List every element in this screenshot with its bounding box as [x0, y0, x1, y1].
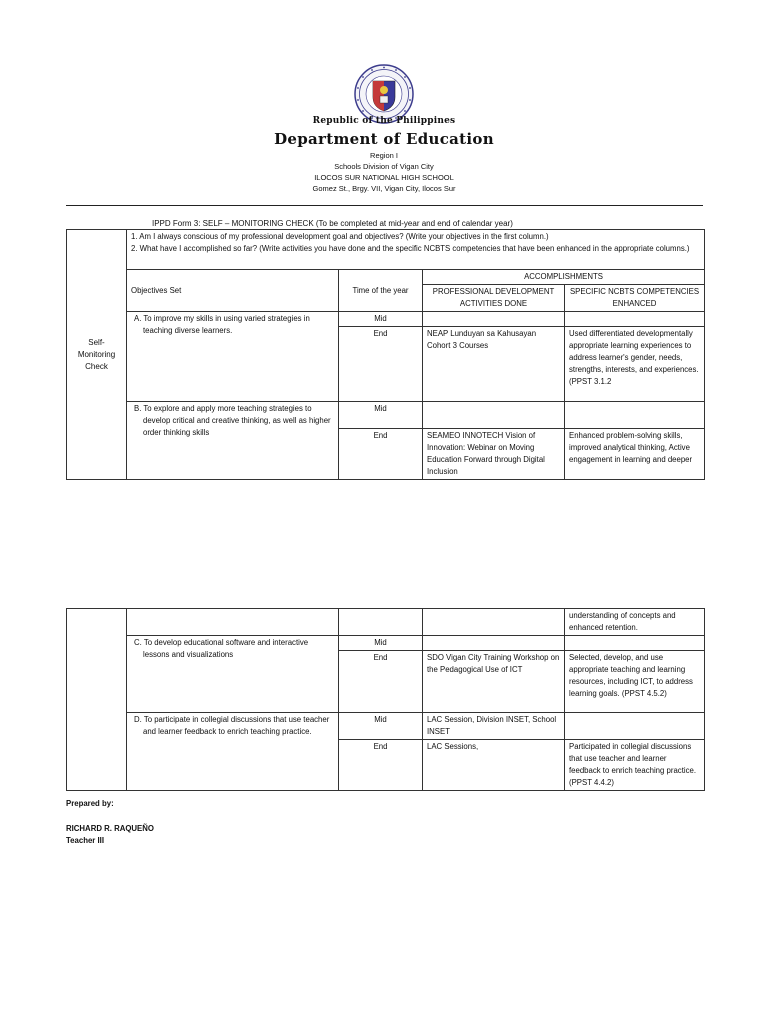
activity-cell: SEAMEO INNOTECH Vision of Innovation: Webinar on Moving Education Forward through Digital Inclusion	[423, 429, 565, 480]
self-monitoring-label: Self-Monitoring Check	[67, 230, 127, 480]
competency-cell	[565, 636, 705, 651]
school-line: ILOCOS SUR NATIONAL HIGH SCHOOL	[314, 173, 454, 182]
republic-heading: Republic of the Philippines	[312, 116, 456, 126]
competency-cell: Participated in collegial discussions that use teacher and learner feedback to enrich teaching practice. (PPST 4.4.2)	[565, 740, 705, 791]
competency-cell	[565, 402, 705, 429]
guide-questions	[127, 230, 705, 270]
activity-cell	[423, 609, 565, 636]
time-end: End	[339, 327, 423, 402]
col-header-objectives: Objectives Set	[127, 270, 339, 312]
competency-cell: understanding of concepts and enhanced retention.	[565, 609, 705, 636]
competency-cell: Selected, develop, and use appropriate teaching and learning resources, including ICT, to address learning goals. (PPST 4.5.2)	[565, 651, 705, 713]
time-end: End	[339, 740, 423, 791]
objective-cell	[127, 609, 339, 636]
activity-cell	[423, 402, 565, 429]
activity-cell: SDO Vigan City Training Workshop on the Pedagogical Use of ICT	[423, 651, 565, 713]
time-end: End	[339, 429, 423, 480]
deped-seal-logo	[354, 64, 414, 124]
preparer-name: RICHARD R. RAQUEÑO	[66, 824, 154, 833]
time-mid: Mid	[339, 402, 423, 429]
region-line: Region I	[370, 151, 398, 160]
competency-cell: Enhanced problem-solving skills, improved analytical thinking, Active engagement in learning and deeper	[565, 429, 705, 480]
time-mid: Mid	[339, 713, 423, 740]
col-header-pd-activities: PROFESSIONAL DEVELOPMENT ACTIVITIES DONE	[423, 285, 565, 312]
competency-cell	[565, 713, 705, 740]
competency-cell	[565, 312, 705, 327]
col-header-time: Time of the year	[339, 270, 423, 312]
activity-cell: LAC Sessions,	[423, 740, 565, 791]
preparer-position: Teacher III	[66, 836, 104, 845]
header-divider	[66, 205, 703, 206]
activity-cell	[423, 636, 565, 651]
objective-b: B. To explore and apply more teaching strategies to develop critical and creative thinking, as well as higher order thinking skills	[127, 402, 339, 480]
prepared-by-label: Prepared by:	[66, 799, 114, 808]
department-heading: Department of Education	[274, 130, 494, 148]
objective-d: D. To participate in collegial discussions that use teacher and learner feedback to enrich teaching practice.	[127, 713, 339, 791]
self-monitoring-table	[66, 229, 705, 480]
objective-a: A. To improve my skills in using varied strategies in teaching diverse learners.	[127, 312, 339, 402]
self-monitoring-table-continued	[66, 608, 705, 791]
time-mid: Mid	[339, 636, 423, 651]
col-header-ncbts: SPECIFIC NCBTS COMPETENCIES ENHANCED	[565, 285, 705, 312]
time-end: End	[339, 651, 423, 713]
time-cell	[339, 609, 423, 636]
objective-c: C. To develop educational software and interactive lessons and visualizations	[127, 636, 339, 713]
activity-cell: LAC Session, Division INSET, School INSET	[423, 713, 565, 740]
address-line: Gomez St., Brgy. VII, Vigan City, Ilocos Sur	[312, 184, 456, 193]
activity-cell	[423, 312, 565, 327]
time-mid: Mid	[339, 312, 423, 327]
form-title: IPPD Form 3: SELF – MONITORING CHECK (To be completed at mid-year and end of calendar year)	[152, 219, 513, 228]
question-1: 1. Am I always conscious of my professional development goal and objectives? (Write your objectives in the first column.)	[131, 232, 549, 241]
col-header-accomplishments: ACCOMPLISHMENTS	[423, 270, 705, 285]
question-2: 2. What have I accomplished so far? (Write activities you have done and the specific NCBTS competencies that have been enhanced in the appropriate columns.)	[131, 244, 690, 253]
division-line: Schools Division of Vigan City	[334, 162, 434, 171]
self-monitoring-label-cell	[67, 609, 127, 791]
activity-cell: NEAP Lunduyan sa Kahusayan Cohort 3 Courses	[423, 327, 565, 402]
competency-cell: Used differentiated developmentally appropriate learning experiences to address learner's gender, needs, strengths, interests, and experiences. (PPST 3.1.2	[565, 327, 705, 402]
